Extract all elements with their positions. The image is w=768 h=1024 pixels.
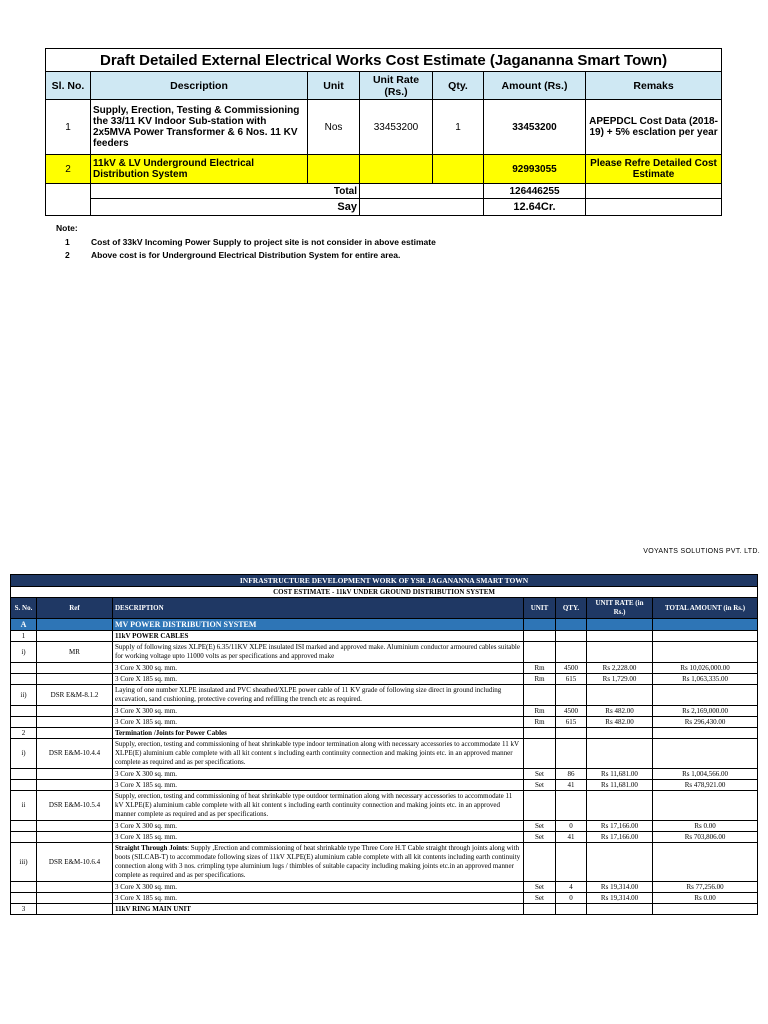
cell-total-amount: Rs 2,169,000.00 [653, 706, 758, 717]
line-item-row [11, 832, 758, 843]
say-row [46, 199, 722, 216]
cell-s-no [11, 821, 37, 832]
item-row [11, 843, 758, 882]
row-amount: 33453200 [484, 100, 586, 155]
line-item-row [11, 882, 758, 893]
header-total-amount: TOTAL AMOUNT (in Rs.) [653, 598, 758, 619]
row-unit-rate: 33453200 [360, 100, 433, 155]
cell-s-no: 2 [11, 728, 37, 739]
description-text: : Supply ,Erection and commissioning of heat shrinkable type Three Core H.T Cable straight through joints along with boots (SILCAB-T) to accommodate following sizes of 11kV XLPE(E) aluminium cable complete with all kit contents including earth continuity connection along with 3 nos. crimpling type aluminium lugs / thimbles of suitable capacity including making joints etc.in an approved manner complete as required and as per specifications. [115, 844, 521, 879]
line-item-row [11, 717, 758, 728]
cell-total-amount: Rs 0.00 [653, 893, 758, 904]
cell-s-no: ii) [11, 685, 37, 706]
cell-unit-rate: Rs 1,729.00 [587, 674, 653, 685]
cell-unit-rate [587, 642, 653, 663]
cell-ref [37, 882, 113, 893]
description-lead: Straight Through Joints [115, 844, 188, 852]
note-number: 2 [65, 250, 70, 260]
cell-unit-rate [587, 791, 653, 821]
cell-unit-rate: Rs 11,681.00 [587, 780, 653, 791]
cell-qty: 0 [556, 821, 587, 832]
cell-s-no: 1 [11, 631, 37, 642]
cell-qty: 615 [556, 674, 587, 685]
note-text: Above cost is for Underground Electrical Distribution System for entire area. [91, 250, 401, 260]
cell-qty [556, 843, 587, 882]
cell-ref [37, 893, 113, 904]
header-qty: QTY. [556, 598, 587, 619]
cell-unit: Rm [524, 663, 556, 674]
cell-ref: MR [37, 642, 113, 663]
cell-unit-rate [587, 739, 653, 769]
cell-unit [524, 642, 556, 663]
cell-s-no: i) [11, 739, 37, 769]
cell-qty: 41 [556, 832, 587, 843]
cell-unit-rate [587, 631, 653, 642]
summary-estimate-table [45, 48, 722, 216]
cell-description: Supply of following sizes XLPE(E) 6.35/11KV XLPE insulated ISI marked and approved make. Aluminium conductor armoured cables suitable for working voltage upto 11000 volts as per specifications and approved make [113, 642, 524, 663]
row-remarks: APEPDCL Cost Data (2018-19) + 5% esclation per year [586, 100, 722, 155]
cell-ref [37, 663, 113, 674]
cell-ref [37, 832, 113, 843]
cell-qty [556, 728, 587, 739]
cell-qty [556, 631, 587, 642]
section-row [11, 631, 758, 642]
cell-unit-rate [587, 843, 653, 882]
cell-unit [524, 739, 556, 769]
cell-description: 3 Core X 300 sq. mm. [113, 663, 524, 674]
company-name: VOYANTS SOLUTIONS PVT. LTD. [643, 548, 760, 555]
row-unit: Nos [308, 100, 360, 155]
header-unit: UNIT [524, 598, 556, 619]
cell-ref [37, 821, 113, 832]
cell-s-no [11, 893, 37, 904]
cell-description: 3 Core X 300 sq. mm. [113, 706, 524, 717]
cell-s-no: i) [11, 642, 37, 663]
cell-ref [37, 717, 113, 728]
cell-description: 11kV RING MAIN UNIT [113, 904, 524, 915]
cell-qty [556, 642, 587, 663]
cell-ref: DSR E&M-10.4.4 [37, 739, 113, 769]
header-unit-rate: Unit Rate (Rs.) [360, 72, 433, 100]
cell-s-no [11, 832, 37, 843]
cell-total-amount [653, 631, 758, 642]
line-item-row [11, 780, 758, 791]
total-label: Total [91, 184, 360, 199]
section-name: MV POWER DISTRIBUTION SYSTEM [113, 619, 524, 631]
header-qty: Qty. [433, 72, 484, 100]
cell-ref [37, 706, 113, 717]
estimate-header-row [46, 72, 722, 100]
cell-qty: 615 [556, 717, 587, 728]
header-s-no: S. No. [11, 598, 37, 619]
cell-description: Laying of one number XLPE insulated and PVC sheathed/XLPE power cable of 11 KV grade of following size direct in ground including excavation, sand cushioning, protective covering and refilling the trench etc as required. [113, 685, 524, 706]
header-amount: Amount (Rs.) [484, 72, 586, 100]
cell-qty: 86 [556, 769, 587, 780]
cell-unit: Set [524, 769, 556, 780]
line-item-row [11, 769, 758, 780]
cell-unit: Rm [524, 717, 556, 728]
cell-unit [524, 843, 556, 882]
row-unit [308, 155, 360, 184]
cell-qty: 4500 [556, 706, 587, 717]
row-sl-no: 1 [46, 100, 91, 155]
estimate-row [46, 100, 722, 155]
cell-s-no: 3 [11, 904, 37, 915]
cell-description: 11kV POWER CABLES [113, 631, 524, 642]
cell-s-no [11, 780, 37, 791]
cell-total-amount: Rs 1,063,335.00 [653, 674, 758, 685]
cell-unit-rate [587, 685, 653, 706]
boq-subtitle: COST ESTIMATE - 11kV UNDER GROUND DISTRIBUTION SYSTEM [11, 587, 758, 598]
item-row [11, 791, 758, 821]
cell-unit-rate: Rs 17,166.00 [587, 821, 653, 832]
cell-unit [524, 685, 556, 706]
cell-description: 3 Core X 300 sq. mm. [113, 821, 524, 832]
cell-unit-rate: Rs 482.00 [587, 706, 653, 717]
cell-unit: Set [524, 893, 556, 904]
cell-qty [556, 739, 587, 769]
cell-unit [524, 631, 556, 642]
cell-total-amount: Rs 0.00 [653, 821, 758, 832]
header-sl-no: Sl. No. [46, 72, 91, 100]
cell-s-no [11, 663, 37, 674]
cell-ref [37, 674, 113, 685]
section-row [11, 904, 758, 915]
cell-total-amount [653, 791, 758, 821]
row-qty [433, 155, 484, 184]
cell-description: Termination /Joints for Power Cables [113, 728, 524, 739]
cell-total-amount [653, 685, 758, 706]
row-unit-rate [360, 155, 433, 184]
cell-description: 3 Core X 185 sq. mm. [113, 780, 524, 791]
section-a-row [11, 619, 758, 631]
header-unit: Unit [308, 72, 360, 100]
cell-unit-rate [587, 728, 653, 739]
total-row [46, 184, 722, 199]
cell-total-amount: Rs 77,256.00 [653, 882, 758, 893]
cell-unit [524, 791, 556, 821]
cell-description: 3 Core X 185 sq. mm. [113, 832, 524, 843]
cell-total-amount: Rs 10,026,000.00 [653, 663, 758, 674]
cell-qty [556, 904, 587, 915]
line-item-row [11, 663, 758, 674]
cell-total-amount [653, 739, 758, 769]
cell-s-no [11, 706, 37, 717]
cell-qty [556, 791, 587, 821]
cell-qty [556, 685, 587, 706]
cell-total-amount [653, 843, 758, 882]
cell-unit: Set [524, 882, 556, 893]
cell-ref: DSR E&M-10.6.4 [37, 843, 113, 882]
cell-ref: DSR E&M-8.1.2 [37, 685, 113, 706]
line-item-row [11, 674, 758, 685]
estimate-row-highlighted [46, 155, 722, 184]
line-item-row [11, 893, 758, 904]
cell-ref [37, 904, 113, 915]
cell-unit: Set [524, 832, 556, 843]
cell-ref: DSR E&M-10.5.4 [37, 791, 113, 821]
cell-total-amount [653, 728, 758, 739]
section-row [11, 728, 758, 739]
note-number: 1 [65, 237, 70, 247]
line-item-row [11, 821, 758, 832]
say-value: 12.64Cr. [484, 199, 586, 216]
cell-total-amount: Rs 1,004,566.00 [653, 769, 758, 780]
cell-s-no [11, 674, 37, 685]
boq-title: INFRASTRUCTURE DEVELOPMENT WORK OF YSR JAGANANNA SMART TOWN [11, 575, 758, 587]
cell-description: 3 Core X 185 sq. mm. [113, 674, 524, 685]
cell-total-amount: Rs 703,806.00 [653, 832, 758, 843]
cell-unit [524, 728, 556, 739]
cell-unit-rate: Rs 11,681.00 [587, 769, 653, 780]
item-row [11, 685, 758, 706]
notes-label: Note: [56, 223, 78, 233]
cell-total-amount: Rs 478,921.00 [653, 780, 758, 791]
cell-unit-rate: Rs 19,314.00 [587, 882, 653, 893]
cell-total-amount [653, 904, 758, 915]
cell-description: 3 Core X 185 sq. mm. [113, 717, 524, 728]
cell-unit: Rm [524, 674, 556, 685]
row-amount: 92993055 [484, 155, 586, 184]
header-unit-rate: UNIT RATE (in Rs.) [587, 598, 653, 619]
cell-unit: Set [524, 780, 556, 791]
cell-s-no [11, 769, 37, 780]
cell-unit: Rm [524, 706, 556, 717]
cell-description: 3 Core X 300 sq. mm. [113, 769, 524, 780]
row-sl-no: 2 [46, 155, 91, 184]
boq-header-row [11, 598, 758, 619]
row-description: Supply, Erection, Testing & Commissioning the 33/11 KV Indoor Sub-station with 2x5MVA Power Transformer & 6 Nos. 11 KV feeders [91, 100, 308, 155]
cell-unit-rate: Rs 482.00 [587, 717, 653, 728]
section-code: A [11, 619, 37, 631]
cell-ref [37, 769, 113, 780]
cell-description: 3 Core X 300 sq. mm. [113, 882, 524, 893]
cell-qty: 4500 [556, 663, 587, 674]
cell-s-no [11, 882, 37, 893]
line-item-row [11, 706, 758, 717]
cell-ref [37, 780, 113, 791]
row-remarks: Please Refre Detailed Cost Estimate [586, 155, 722, 184]
cell-unit [524, 904, 556, 915]
note-text: Cost of 33kV Incoming Power Supply to project site is not consider in above estimate [91, 237, 436, 247]
cell-unit-rate: Rs 2,228.00 [587, 663, 653, 674]
total-value: 126446255 [484, 184, 586, 199]
say-label: Say [91, 199, 360, 216]
boq-table [10, 574, 758, 915]
cell-qty: 4 [556, 882, 587, 893]
cell-description: 3 Core X 185 sq. mm. [113, 893, 524, 904]
cell-ref [37, 728, 113, 739]
item-row [11, 642, 758, 663]
cell-unit-rate [587, 904, 653, 915]
cell-s-no [11, 717, 37, 728]
cell-description: Supply, erection, testing and commissioning of heat shrinkable type indoor termination along with necessary accessories to accommodate 11 kV XLPE(E) aluminium cable complete with all kit content s including earth continuity connection and making joints etc. in an approved manner complete as required and as per specifications. [113, 739, 524, 769]
header-remarks: Remaks [586, 72, 722, 100]
header-description: DESCRIPTION [113, 598, 524, 619]
estimate-title: Draft Detailed External Electrical Works Cost Estimate (Jagananna Smart Town) [46, 49, 722, 72]
cell-s-no: iii) [11, 843, 37, 882]
cell-qty: 0 [556, 893, 587, 904]
row-description: 11kV & LV Underground Electrical Distribution System [91, 155, 308, 184]
cell-total-amount [653, 642, 758, 663]
cell-description: Supply, erection, testing and commissioning of heat shrinkable type outdoor termination along with necessary accessories to accommodate 11 kV XLPE(E) aluminium cable complete with all kit content s including earth continuity connection and making joints etc. in an approved manner complete as required and as per specifications. [113, 791, 524, 821]
cell-unit: Set [524, 821, 556, 832]
header-description: Description [91, 72, 308, 100]
cell-ref [37, 631, 113, 642]
cell-description [113, 843, 524, 882]
row-qty: 1 [433, 100, 484, 155]
cell-s-no: ii [11, 791, 37, 821]
cell-qty: 41 [556, 780, 587, 791]
cell-unit-rate: Rs 17,166.00 [587, 832, 653, 843]
header-ref: Ref [37, 598, 113, 619]
cell-unit-rate: Rs 19,314.00 [587, 893, 653, 904]
item-row [11, 739, 758, 769]
cell-total-amount: Rs 296,430.00 [653, 717, 758, 728]
